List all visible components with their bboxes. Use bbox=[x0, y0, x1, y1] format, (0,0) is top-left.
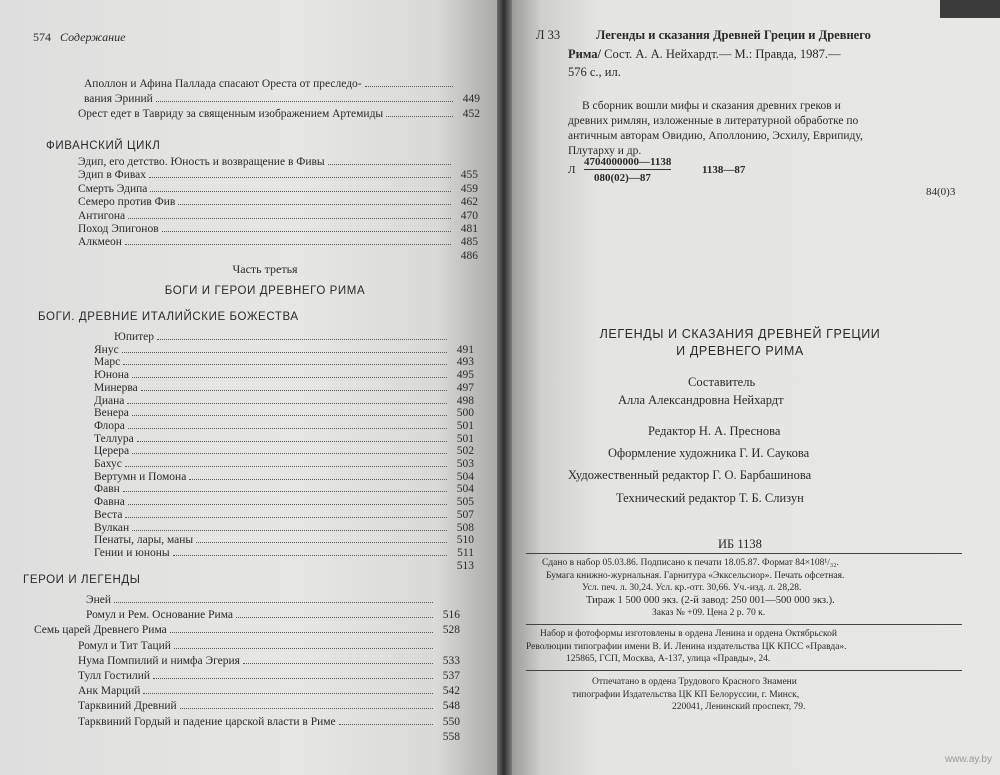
toc-entry-title: Бахус bbox=[94, 458, 122, 470]
biblio-title-rome: Рима/ bbox=[568, 47, 601, 61]
biblio-title-rest: Сост. А. А. Нейхардт.— М.: Правда, 1987.— bbox=[601, 47, 841, 61]
toc-entry-page: 537 bbox=[442, 670, 460, 682]
toc-entry-title: Тарквиний Древний bbox=[78, 700, 177, 713]
divider bbox=[526, 670, 962, 671]
toc-entry-page: 485 bbox=[460, 236, 478, 249]
toc-entry-page: 495 bbox=[456, 369, 474, 382]
toc-entry bbox=[94, 344, 474, 356]
divider bbox=[526, 553, 962, 554]
imprint-line: Усл. печ. л. 30,24. Усл. кр.-отт. 30,66. Уч.-изд. л. 28,28. bbox=[582, 583, 802, 593]
toc-entry bbox=[34, 624, 460, 636]
watermark: www.ay.by bbox=[944, 754, 992, 765]
tech-editor: Технический редактор Т. Б. Слизун bbox=[616, 491, 804, 505]
toc-entry-title: Вертумн и Помона bbox=[94, 470, 187, 483]
toc-entry-title: Семь царей Древнего Рима bbox=[34, 624, 167, 637]
toc-entry-page: 511 bbox=[457, 546, 474, 559]
imprint-print-data bbox=[542, 557, 844, 620]
toc-entry bbox=[78, 685, 460, 697]
toc-entry-page: 498 bbox=[456, 394, 474, 407]
toc-leader bbox=[125, 244, 451, 245]
biblio-code: Л 33 bbox=[536, 28, 561, 42]
toc-leader bbox=[114, 602, 433, 603]
toc-entry-page: 459 bbox=[460, 182, 478, 195]
part-subtitle: БОГИ И ГЕРОИ ДРЕВНЕГО РИМА bbox=[164, 285, 366, 297]
toc-entry-page: 533 bbox=[442, 654, 460, 667]
left-page bbox=[0, 0, 497, 775]
toc-entry-title: Эней bbox=[86, 594, 112, 606]
toc-leader bbox=[236, 617, 433, 618]
toc-leader bbox=[132, 415, 447, 416]
toc-leader bbox=[141, 390, 447, 391]
toc-entry bbox=[94, 433, 474, 445]
formula-letter: Л bbox=[568, 164, 576, 176]
toc-entry-page: 504 bbox=[456, 470, 474, 483]
toc-entry-page: 462 bbox=[460, 196, 478, 209]
toc-entry-title: Смерть Эдипа bbox=[78, 182, 148, 195]
running-head-title: Содержание bbox=[60, 30, 126, 44]
annotation-line: Плутарху и др. bbox=[568, 145, 642, 157]
biblio-title-line3: 576 с., ил. bbox=[568, 65, 621, 79]
toc-entry-title: Эдип, его детство. Юность и возвращение в Фивы bbox=[78, 156, 325, 168]
toc-leader bbox=[162, 231, 451, 232]
toc-entry bbox=[78, 210, 478, 222]
formula-suffix: 1138—87 bbox=[702, 164, 746, 176]
toc-entry bbox=[94, 522, 474, 534]
toc-entry-title: Алкмеон bbox=[78, 236, 122, 249]
annotation-line: В сборник вошли мифы и сказания древних греков и bbox=[582, 100, 841, 112]
toc-entry-page: 449 bbox=[462, 93, 480, 105]
toc-entry-title: Фавна bbox=[94, 496, 125, 509]
toc-entry bbox=[86, 609, 460, 621]
imprint-line: Бумага книжно-журнальная. Гарнитура «Экксельсиор». Печать офсетная. bbox=[546, 570, 845, 581]
imprint-line: Отпечатано в ордена Трудового Красного Знамени bbox=[592, 677, 797, 687]
toc-entry-title: Антигона bbox=[78, 209, 126, 222]
toc-entry-title: Церера bbox=[94, 445, 130, 458]
toc-entry-title: Юнона bbox=[94, 369, 129, 382]
toc-entry bbox=[94, 483, 474, 495]
toc-entry bbox=[78, 250, 478, 262]
toc-entry-page: 470 bbox=[460, 209, 478, 222]
toc-entry-title: Эдип в Фивах bbox=[78, 169, 147, 182]
toc-entry bbox=[78, 156, 478, 168]
toc-entry bbox=[94, 395, 474, 407]
toc-entry-title: Тарквиний Гордый и падение царской власти в Риме bbox=[78, 715, 336, 728]
toc-entry bbox=[94, 369, 474, 381]
biblio-title-line1: Легенды и сказания Древней Греции и Древнего bbox=[596, 28, 871, 42]
toc-leader bbox=[243, 663, 433, 664]
toc-entry-title: Фавн bbox=[94, 483, 120, 496]
annotation-line: древних римлян, изложенные в литературной обработке по bbox=[568, 115, 859, 127]
imprint-line: Заказ № +09. Цена 2 р. 70 к. bbox=[652, 608, 766, 618]
toc-leader bbox=[137, 441, 447, 442]
imprint-line: 125865, ГСП, Москва, А-137, улица «Правды», 24. bbox=[566, 654, 771, 664]
formula-denominator: 080(02)—87 bbox=[594, 172, 651, 184]
toc-entry-page: 516 bbox=[442, 609, 460, 622]
imprint-line: Набор и фотоформы изготовлены в ордена Ленина и ордена Октябрьской bbox=[540, 629, 837, 639]
toc-entry-page: 558 bbox=[442, 730, 460, 743]
toc-entry-title: Минерва bbox=[94, 381, 138, 394]
toc-leader bbox=[128, 218, 451, 219]
toc-entry-page: 503 bbox=[456, 458, 474, 470]
toc-entry bbox=[84, 93, 480, 105]
toc-entry-title: Веста bbox=[94, 508, 123, 521]
toc-entry bbox=[78, 236, 478, 248]
toc-leader bbox=[156, 101, 453, 102]
book-title bbox=[560, 326, 920, 360]
imprint-line: типографии Издательства ЦК КП Белоруссии, г. Минск, bbox=[572, 689, 800, 700]
toc-entry-page: 497 bbox=[456, 381, 474, 394]
art-editor: Художественный редактор Г. О. Барбашинова bbox=[568, 468, 812, 482]
page-number: 574 bbox=[33, 30, 51, 44]
toc-entry-title: Вулкан bbox=[94, 521, 130, 534]
toc-entry-title: Орест едет в Тавриду за священным изображением Артемиды bbox=[78, 108, 384, 120]
divider bbox=[526, 624, 962, 625]
toc-entry-title: Анк Марций bbox=[78, 685, 141, 698]
toc-leader bbox=[128, 504, 447, 505]
toc-leader bbox=[123, 491, 447, 492]
imprint-typesetting bbox=[526, 628, 847, 666]
toc-entry-page: 550 bbox=[442, 715, 460, 728]
toc-entry bbox=[94, 534, 474, 546]
toc-entry bbox=[78, 183, 478, 195]
toc-entry-page: 505 bbox=[456, 496, 474, 509]
toc-entry bbox=[94, 420, 474, 432]
toc-entry bbox=[78, 108, 480, 120]
right-page bbox=[512, 0, 1000, 775]
toc-entry bbox=[78, 640, 460, 652]
toc-entry-title: Диана bbox=[94, 394, 125, 407]
toc-leader bbox=[189, 479, 447, 480]
toc-entry bbox=[78, 655, 460, 667]
toc-entry bbox=[78, 196, 478, 208]
bbk-index: 84(0)3 bbox=[926, 186, 956, 198]
toc-leader bbox=[386, 116, 453, 117]
book-gutter bbox=[497, 0, 512, 775]
background-edge bbox=[940, 0, 1000, 18]
toc-leader bbox=[328, 164, 451, 165]
toc-entry-title: Юпитер bbox=[114, 331, 155, 343]
toc-leader bbox=[365, 86, 453, 87]
toc-entry-page: 502 bbox=[456, 445, 474, 458]
toc-leader bbox=[132, 530, 447, 531]
toc-leader bbox=[339, 724, 433, 725]
annotation-line: античным авторам Овидию, Аполлонию, Эсхилу, Еврипиду, bbox=[568, 130, 863, 142]
toc-entry-title: Ромул и Тит Таций bbox=[78, 639, 171, 652]
running-head bbox=[33, 30, 125, 45]
toc-entry-page: 528 bbox=[442, 624, 460, 637]
imprint-printed-by bbox=[572, 676, 805, 714]
toc-leader bbox=[122, 352, 447, 353]
toc-entry-page: 501 bbox=[456, 419, 474, 432]
toc-entry bbox=[78, 700, 460, 712]
toc-entry bbox=[94, 496, 474, 508]
toc-entry-page: 452 bbox=[462, 108, 480, 120]
toc-leader bbox=[149, 177, 451, 178]
toc-leader bbox=[178, 204, 451, 205]
toc-entry-title: Гении и юноны bbox=[94, 546, 170, 559]
toc-leader bbox=[174, 648, 433, 649]
imprint-line: 220041, Ленинский проспект, 79. bbox=[672, 702, 806, 712]
toc-entry-page: 510 bbox=[456, 534, 474, 547]
toc-entry-title: Флора bbox=[94, 419, 125, 432]
toc-entry-page: 500 bbox=[456, 407, 474, 420]
toc-entry-page: 504 bbox=[456, 483, 474, 496]
toc-leader bbox=[128, 428, 447, 429]
book-title-line: И ДРЕВНЕГО РИМА bbox=[676, 344, 804, 358]
toc-entry-page: 493 bbox=[456, 356, 474, 369]
toc-entry-title: вания Эриний bbox=[84, 93, 153, 105]
toc-entry-title: Венера bbox=[94, 407, 129, 420]
toc-entry bbox=[94, 560, 474, 572]
toc-leader bbox=[125, 466, 447, 467]
toc-leader bbox=[132, 377, 447, 378]
toc-entry bbox=[78, 716, 460, 728]
toc-leader bbox=[127, 403, 447, 404]
theban-heading: ФИВАНСКИЙ ЦИКЛ bbox=[46, 140, 161, 152]
toc-entry-title: Нума Помпилий и нимфа Эгерия bbox=[78, 654, 240, 667]
toc-entry-page: 501 bbox=[456, 432, 474, 445]
imprint-line: Сдано в набор 05.03.86. Подписано к печати 18.05.87. Формат 84×108¹/₃₂. bbox=[542, 558, 839, 568]
editor: Редактор Н. А. Преснова bbox=[648, 424, 781, 438]
toc-entry-page: 507 bbox=[456, 508, 474, 521]
toc-entry bbox=[94, 445, 474, 457]
toc-leader bbox=[180, 708, 433, 709]
toc-leader bbox=[196, 542, 447, 543]
toc-entry-page: 548 bbox=[442, 700, 460, 713]
imprint-line: Революции типографии имени В. И. Ленина издательства ЦК КПСС «Правда». bbox=[526, 641, 847, 652]
toc-entry-title: Янус bbox=[94, 343, 119, 356]
compiler-name: Алла Александровна Нейхардт bbox=[618, 393, 784, 407]
annotation bbox=[568, 99, 863, 159]
toc-leader bbox=[170, 632, 433, 633]
toc-entry bbox=[94, 382, 474, 394]
toc-entry-title: Поход Эпигонов bbox=[78, 223, 159, 235]
toc-leader bbox=[125, 517, 447, 518]
gods-heading: БОГИ. ДРЕВНИЕ ИТАЛИЙСКИЕ БОЖЕСТВА bbox=[38, 311, 299, 323]
toc-entry-title: Тулл Гостилий bbox=[78, 670, 151, 682]
toc-entry bbox=[94, 509, 474, 521]
design-artist: Оформление художника Г. И. Саукова bbox=[608, 446, 810, 460]
toc-entry-page: 542 bbox=[442, 685, 460, 698]
biblio-title-line2 bbox=[568, 47, 841, 62]
toc-entry bbox=[94, 547, 474, 559]
toc-entry-title: Ромул и Рем. Основание Рима bbox=[86, 609, 234, 622]
part-title: Часть третья bbox=[232, 262, 298, 276]
toc-leader bbox=[173, 555, 447, 556]
toc-entry-page: 513 bbox=[456, 559, 474, 572]
toc-leader bbox=[157, 339, 447, 340]
formula-numerator: 4704000000—1138 bbox=[584, 156, 672, 168]
toc-entry bbox=[94, 471, 474, 483]
heroes-heading: ГЕРОИ И ЛЕГЕНДЫ bbox=[23, 574, 141, 586]
toc-entry-title: Теллура bbox=[94, 432, 134, 445]
toc-entry bbox=[78, 670, 460, 682]
toc-leader bbox=[143, 693, 433, 694]
toc-entry-page: 486 bbox=[460, 249, 478, 262]
compiler-label: Составитель bbox=[688, 375, 756, 389]
toc-entry bbox=[114, 331, 474, 343]
toc-leader bbox=[132, 453, 447, 454]
toc-entry-title: Семеро против Фив bbox=[78, 196, 176, 209]
toc-entry-title: Пенаты, лары, маны bbox=[94, 534, 194, 547]
toc-entry bbox=[94, 458, 474, 470]
toc-entry bbox=[94, 356, 474, 368]
toc-entry-title: Марс bbox=[94, 356, 121, 369]
ib-number: ИБ 1138 bbox=[718, 537, 762, 551]
toc-entry bbox=[78, 731, 460, 743]
toc-leader bbox=[123, 364, 447, 365]
toc-entry-page: 455 bbox=[460, 169, 478, 182]
toc-entry bbox=[78, 223, 478, 235]
toc-leader bbox=[150, 191, 451, 192]
toc-entry-title: Аполлон и Афина Паллада спасают Ореста от преследо- bbox=[84, 78, 362, 90]
toc-entry-page: 508 bbox=[456, 521, 474, 534]
toc-entry bbox=[78, 169, 478, 181]
book-title-line: ЛЕГЕНДЫ И СКАЗАНИЯ ДРЕВНЕЙ ГРЕЦИИ bbox=[599, 327, 881, 341]
toc-leader bbox=[153, 678, 433, 679]
imprint-line: Тираж 1 500 000 экз. (2-й завод: 250 001—500 000 экз.). bbox=[586, 594, 835, 606]
toc-entry bbox=[86, 594, 460, 606]
toc-entry bbox=[84, 78, 480, 90]
toc-entry-page: 491 bbox=[456, 343, 474, 356]
toc-entry bbox=[94, 407, 474, 419]
toc-entry-page: 481 bbox=[460, 223, 478, 235]
